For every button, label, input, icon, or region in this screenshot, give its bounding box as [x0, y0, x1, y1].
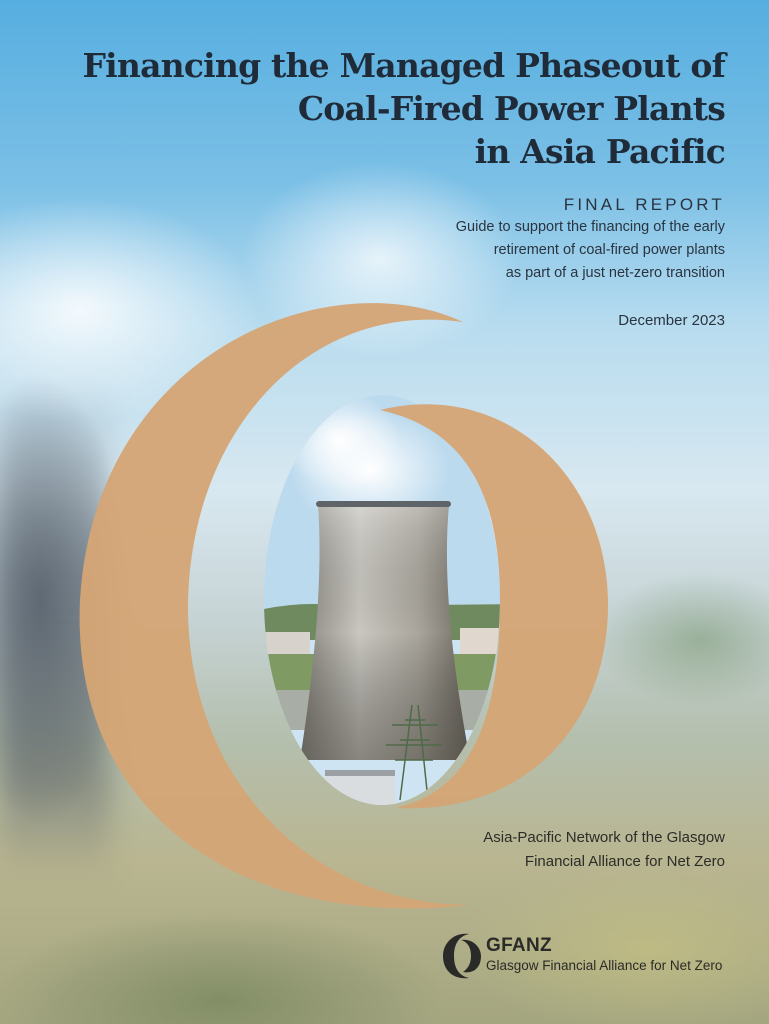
report-subtitle	[456, 194, 725, 285]
logo-name: GFANZ	[486, 935, 552, 956]
logo-full-name: Glasgow Financial Alliance for Net Zero	[486, 958, 723, 973]
gfanz-logo	[441, 932, 731, 980]
title-line-2: Coal-Fired Power Plants	[297, 89, 725, 128]
title-line-1: Financing the Managed Phaseout of	[82, 46, 725, 85]
title-line-3: in Asia Pacific	[474, 132, 725, 171]
publication-date: December 2023	[618, 312, 725, 329]
description-line-2: retirement of coal-fired power plants	[493, 242, 725, 258]
publisher-line-1: Asia-Pacific Network of the Glasgow	[483, 829, 725, 846]
description-line-3: as part of a just net-zero transition	[505, 265, 725, 281]
gfanz-crescent-logo-icon	[441, 932, 483, 980]
description-line-1: Guide to support the financing of the early	[455, 219, 725, 235]
report-type-label: FINAL REPORT	[563, 195, 725, 214]
publisher-line-2: Financial Alliance for Net Zero	[524, 853, 725, 870]
report-title	[83, 44, 725, 173]
publisher	[483, 826, 725, 874]
